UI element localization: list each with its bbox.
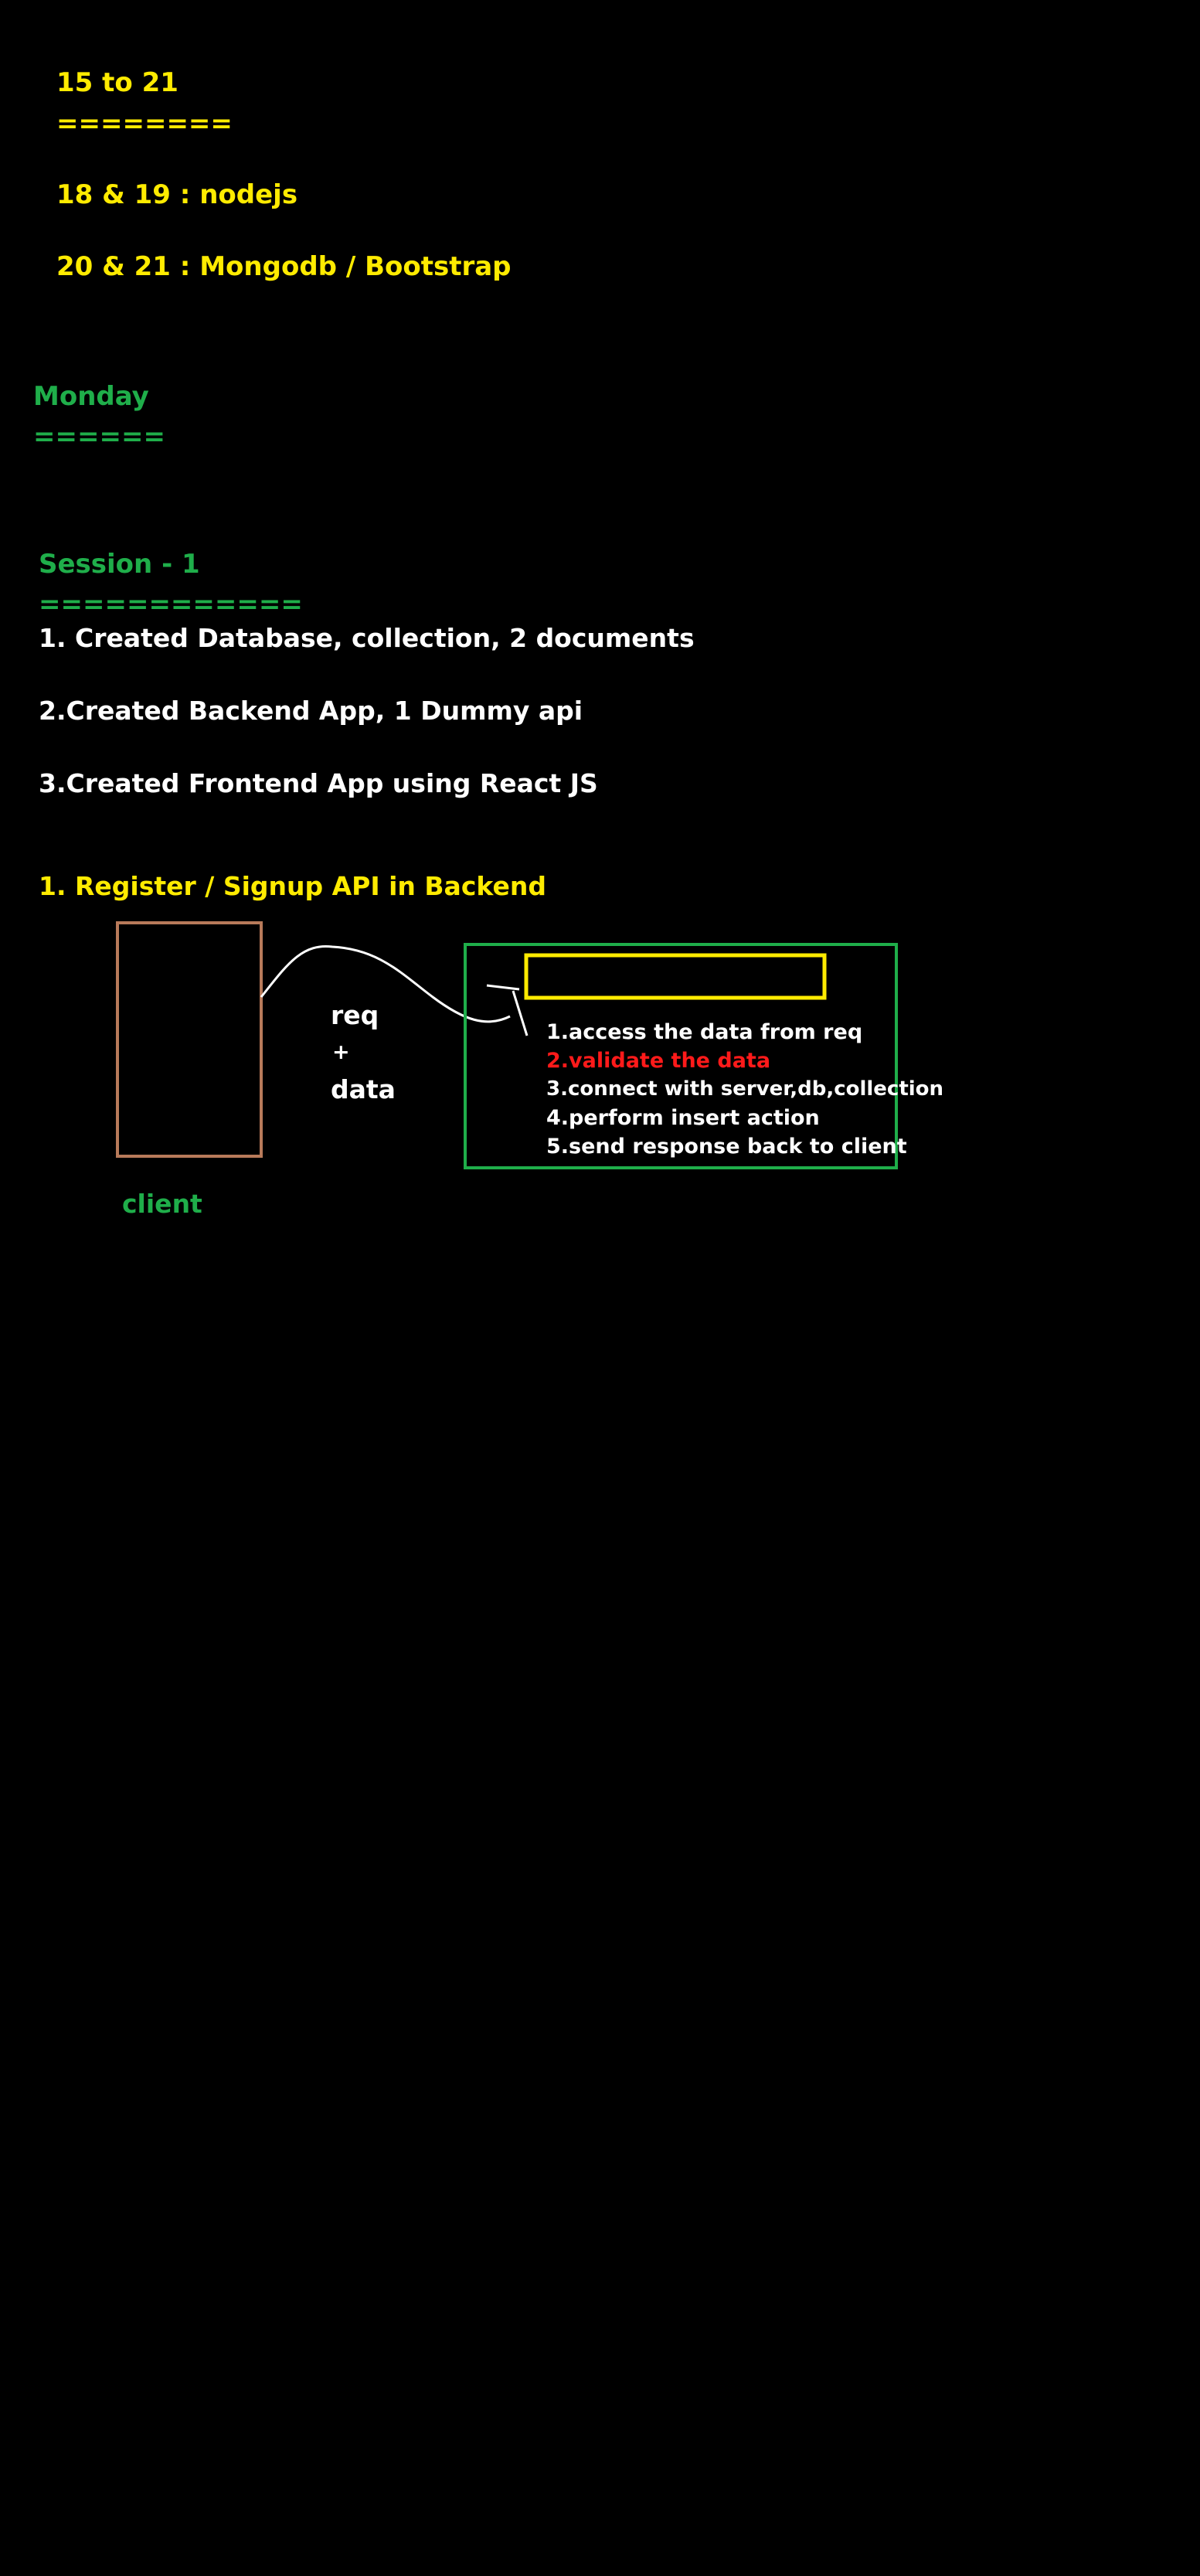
client-box [117,923,261,1156]
request-curve [261,946,510,1021]
step-access-data: 1.access the data from req [546,1020,863,1044]
session-item: 3.Created Frontend App using React JS [39,768,598,798]
session-underline: ============ [39,589,303,620]
day-title: Monday [33,381,149,412]
client-label: client [122,1189,202,1219]
session-item: 1. Created Database, collection, 2 documents [39,623,695,653]
task-heading: 1. Register / Signup API in Backend [39,871,546,901]
schedule-range-underline: ======== [56,108,233,139]
schedule-range: 15 to 21 [56,67,178,98]
endpoint-box [526,955,824,998]
data-label: data [331,1074,396,1104]
session-item: 2.Created Backend App, 1 Dummy api [39,696,583,726]
step-insert-action: 4.perform insert action [546,1106,820,1130]
schedule-line-nodejs: 18 & 19 : nodejs [56,179,298,210]
session-title: Session - 1 [39,549,200,580]
arrow-head [487,985,527,1036]
plus-label: + [332,1040,350,1064]
step-connect-db: 3.connect with server,db,collection [546,1077,944,1101]
day-underline: ====== [33,421,165,452]
req-label: req [331,1000,379,1030]
step-send-response: 5.send response back to client [546,1135,907,1159]
step-validate-data: 2.validate the data [546,1049,771,1073]
schedule-line-mongodb: 20 & 21 : Mongodb / Bootstrap [56,251,512,282]
